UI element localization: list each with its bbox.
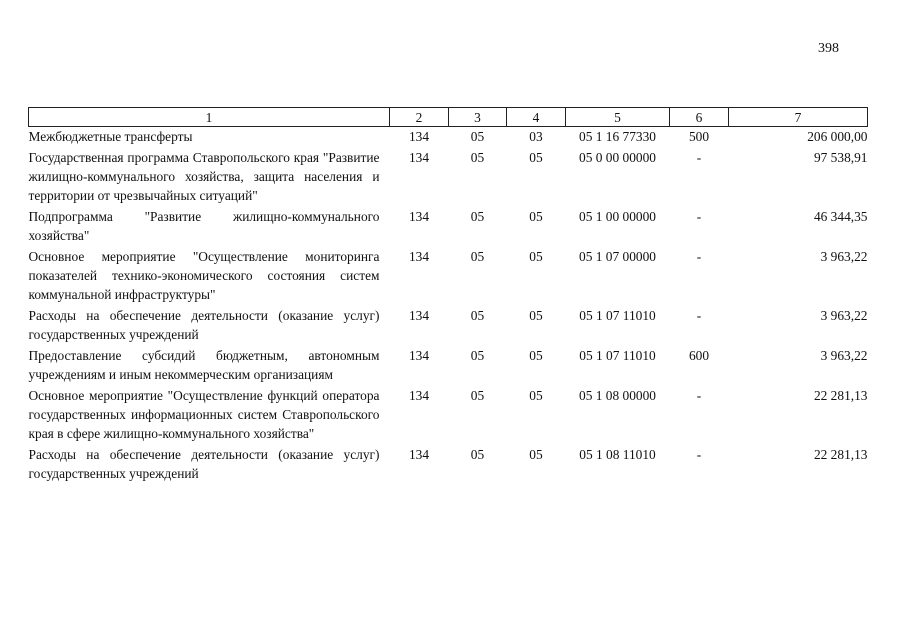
table-row [29,148,868,207]
row-sum: 97 538,91 [813,150,868,165]
row-sum: 22 281,13 [813,388,868,403]
row-grbs: 134 [408,150,430,165]
row-name: Предоставление субсидий бюджетным, автономным учреждениям и иным некоммерческим организациям [28,348,380,382]
row-name: Подпрограмма "Развитие жилищно-коммунального хозяйства" [28,209,380,243]
col-header-3: 3 [449,108,507,127]
row-grbs: 134 [408,129,430,144]
col-header-1: 1 [29,108,390,127]
row-name: Расходы на обеспечение деятельности (оказание услуг) государственных учреждений [28,308,380,342]
row-grbs: 134 [408,388,430,403]
row-csr: 05 0 00 00000 [579,150,656,165]
row-name: Расходы на обеспечение деятельности (оказание услуг) государственных учреждений [28,447,380,481]
table-row [29,127,868,149]
row-grbs: 134 [408,348,430,363]
row-grbs: 134 [408,209,430,224]
row-csr: 05 1 08 11010 [579,447,656,462]
col-header-7: 7 [729,108,868,127]
row-grbs: 134 [408,308,430,323]
col-header-5: 5 [566,108,670,127]
row-csr: 05 1 08 00000 [579,388,656,403]
table-row [29,247,868,306]
col-header-2: 2 [390,108,449,127]
row-vr: - [696,447,702,462]
row-sum: 46 344,35 [813,209,868,224]
row-vr: - [696,209,702,224]
row-csr: 05 1 00 00000 [579,209,656,224]
row-sum: 3 963,22 [820,308,868,323]
row-csr: 05 1 16 77330 [579,129,656,144]
row-vr: - [696,388,702,403]
row-pr: 05 [529,150,543,165]
row-sum: 3 963,22 [820,348,868,363]
row-pr: 05 [529,388,543,403]
table-row [29,346,868,386]
header-row [29,108,868,127]
row-pr: 05 [529,249,543,264]
row-vr: - [696,150,702,165]
page-number: 398 [818,41,839,56]
row-rz: 05 [470,447,485,462]
row-sum: 22 281,13 [813,447,868,462]
row-name: Основное мероприятие "Осуществление мониторинга показателей технико-экономического состояния систем коммунальной инфраструктуры" [28,249,380,302]
row-rz: 05 [470,249,485,264]
table-row [29,207,868,247]
row-rz: 05 [470,150,485,165]
row-rz: 05 [470,308,485,323]
col-header-4: 4 [507,108,566,127]
table-row [29,445,868,485]
row-rz: 05 [470,209,485,224]
row-csr: 05 1 07 11010 [579,348,656,363]
row-csr: 05 1 07 11010 [579,308,656,323]
table-row [29,306,868,346]
row-vr: - [696,308,702,323]
row-vr: 500 [688,129,710,144]
row-rz: 05 [470,388,485,403]
row-pr: 05 [529,447,543,462]
row-name: Основное мероприятие "Осуществление функций оператора государственных информационных систем Ставропольского края в сфере жилищно-коммунального хозяйства" [28,388,380,441]
row-pr: 05 [529,348,543,363]
row-sum: 206 000,00 [807,129,868,144]
row-name: Межбюджетные трансферты [28,129,193,144]
row-csr: 05 1 07 00000 [579,249,656,264]
row-rz: 05 [470,348,485,363]
row-name: Государственная программа Ставропольского края "Развитие жилищно-коммунального хозяйства, защита населения и территории от чрезвычайных ситуаций" [28,150,380,203]
row-vr: - [696,249,702,264]
row-grbs: 134 [408,249,430,264]
table-row [29,386,868,445]
col-header-6: 6 [670,108,729,127]
row-pr: 05 [529,308,543,323]
budget-table [28,107,868,485]
row-vr: 600 [688,348,710,363]
row-pr: 05 [529,209,543,224]
row-grbs: 134 [408,447,430,462]
row-sum: 3 963,22 [820,249,868,264]
row-rz: 05 [470,129,485,144]
row-pr: 03 [529,129,543,144]
